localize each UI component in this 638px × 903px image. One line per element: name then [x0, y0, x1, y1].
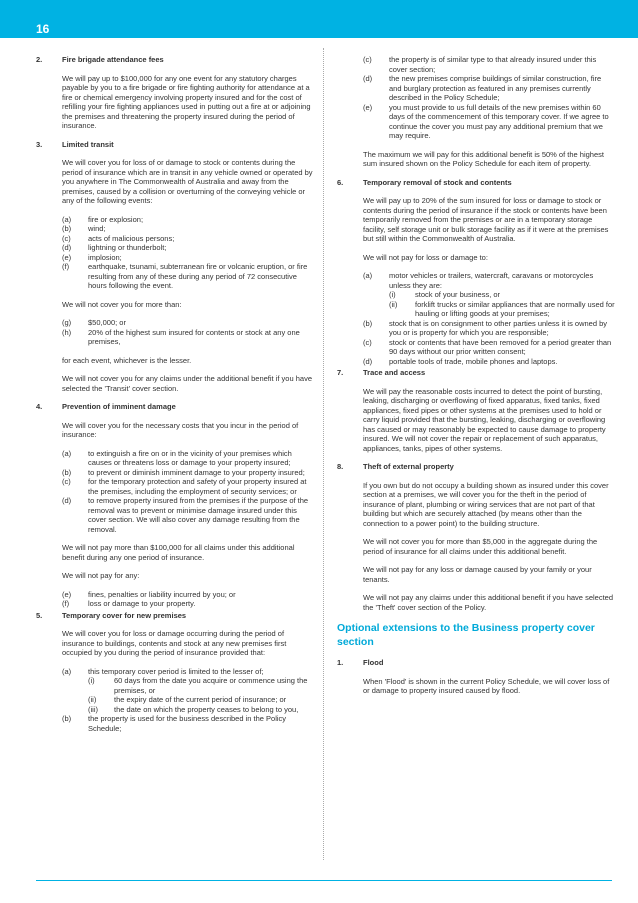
list-item: (a) motor vehicles or trailers, watercraft, caravans or motorcycles unless they are: (i) stock of your business, or (ii) forklift trucks or similar appliances that are normally used for hauling or lifting goods at your premises; [363, 271, 615, 318]
right-column [337, 55, 615, 705]
section-title: Prevention of imminent damage [62, 402, 176, 411]
optional-extensions-heading: Optional extensions to the Business property cover section [337, 622, 595, 648]
paragraph: We will cover you for loss or damage occurring during the period of insurance to buildings, contents and stock at any new premises first occupied by you during the period of insurance provided that: [62, 629, 287, 657]
list-item: (g) $50,000; or [62, 318, 126, 327]
list-item: (d) portable tools of trade, mobile phones and laptops. [363, 356, 558, 366]
paragraph: We will not cover you for more than: [62, 299, 182, 309]
section-title: Temporary cover for new premises [62, 610, 187, 620]
header-bar [0, 0, 638, 38]
section-number: 8. [337, 462, 344, 471]
section-number: 6. [337, 177, 344, 187]
paragraph: If you own but do not occupy a building shown as insured under this cover section at a premises, we will cover you for the theft in the period of insurance of plant, plumbing or wiring services that are not part of that building but which are securely attached (by means other than the connection to a power point) to the building structure. [363, 480, 609, 528]
list [36, 449, 315, 535]
section-heading [337, 178, 615, 188]
list-item: (c) for the temporary protection and safety of your property insured at the premises, including the employment of security services; or [62, 477, 307, 496]
sub-list-item: (ii) the expiry date of the current period of insurance; or [88, 695, 287, 704]
paragraph: We will not pay more than $100,000 for all claims under this additional benefit during any one period of insurance. [62, 543, 295, 562]
section-title: Fire brigade attendance fees [62, 55, 164, 64]
section-number: 4. [36, 402, 43, 411]
list [36, 215, 315, 291]
paragraph: We will not pay any claims under this additional benefit if you have selected the 'Theft' cover section of the Policy. [363, 593, 614, 612]
section-number: 2. [36, 55, 43, 64]
list-item: (b) to prevent or diminish imminent damage to your property insured; [62, 467, 305, 477]
paragraph: We will pay the reasonable costs incurred to detect the point of bursting, leaking, discharging or overflowing of fixed apparatus, fixed tanks, fixed appliances, fixed pipes or other systems at the premises used to hold or carry liquid provided that the bursting, leaking, discharging or overflowing has caused or may reasonably be expected to cause damage to property insured. We will not cover the repair or replacement of such apparatus, appliances, tanks, pipes of other systems. [363, 386, 606, 453]
section-title: Limited transit [62, 139, 114, 149]
list-item: (b) stock that is on consignment to other parties unless it is owned by you or is property for which you are responsible; [363, 318, 608, 337]
paragraph: We will not pay for any loss or damage caused by your family or your tenants. [363, 565, 592, 584]
list-item: (a) this temporary cover period is limited to the lesser of; (i) 60 days from the date you acquire or commence using the premises, or (ii) the expiry date of the current period of insurance; or (iii) the date on which the property ceases to belong to you, [62, 667, 315, 715]
section-number: 7. [337, 368, 344, 377]
section-heading [36, 140, 315, 150]
paragraph: for each event, whichever is the lesser. [62, 355, 192, 365]
list [337, 271, 615, 366]
list [36, 318, 315, 347]
sub-list-item: (iii) the date on which the property ceases to belong to you, [88, 704, 299, 714]
list-item: (e) you must provide to us full details of the new premises within 60 days of the commencement of this temporary cover. If we agree to continue the cover you must pay any additional premium that we may require. [363, 102, 609, 140]
list-item: (d) lightning or thunderbolt; [62, 243, 167, 252]
section-title: Trace and access [363, 368, 426, 377]
sub-list-item: (i) stock of your business, or [389, 290, 501, 299]
paragraph: We will not cover you for any claims under the additional benefit if you have selected the 'Transit' cover section. [62, 374, 312, 393]
column-divider [323, 48, 325, 860]
list-item: (a) fire or explosion; [62, 214, 144, 224]
list-item: (f) loss or damage to your property. [62, 599, 196, 608]
list-item: (c) the property is of similar type to that already insured under this cover section; [363, 55, 597, 74]
page-number: 16 [36, 22, 50, 36]
list [36, 590, 315, 609]
paragraph: We will not pay for loss or damage to: [363, 252, 488, 262]
paragraph: We will not pay for any: [62, 571, 140, 580]
paragraph: When 'Flood' is shown in the current Policy Schedule, we will cover loss of or damage to property insured caused by flood. [363, 676, 610, 695]
section-number: 5. [36, 610, 43, 620]
list-item: (c) stock or contents that have been removed for a period greater than 90 days without our prior written consent; [363, 337, 612, 356]
list-item: (f) earthquake, tsunami, subterranean fire or volcanic eruption, or fire resulting from any of these during any period of 72 consecutive hours following the event. [62, 262, 308, 290]
left-column [36, 55, 315, 733]
list-item: (d) to remove property insured from the premises if the purpose of the removal was to prevent or minimise damage insured under this cover section. We will also cover any damage resulting from the removal. [62, 496, 309, 534]
sub-list-item: (ii) forklift trucks or similar appliances that are normally used for hauling or lifting goods at your premises; [389, 299, 615, 318]
section-title: Temporary removal of stock and contents [363, 177, 512, 187]
list-item: (d) the new premises comprise buildings of similar construction, fire and burglary protection as featured in any premises currently described in the Policy Schedule; [363, 74, 602, 102]
footer-rule [36, 880, 612, 881]
section-heading [36, 55, 315, 65]
paragraph: We will cover you for loss of or damage to stock or contents during the period of insurance which are in transit in any vehicle owned or operated by you anywhere in The Commonwealth of Australia and away from the premises, caused by a collision or overturning of the conveying vehicle or any of the following events: [62, 158, 313, 205]
list-item: (e) implosion; [62, 252, 122, 262]
section-heading [337, 368, 615, 378]
paragraph: We will pay up to $100,000 for any one event for any statutory charges payable by you to a fire brigade or fire fighting authority for attendance at a fire or chemical emergency involving property insured and for the cost of refilling your fire fighting appliances used in putting out a fire at or adjoining the premises and threatening the property insured during the period of insurance. [62, 73, 311, 130]
paragraph: We will cover you for the necessary costs that you incur in the period of insurance: [62, 420, 299, 439]
paragraph: We will pay up to 20% of the sum insured for loss or damage to stock or contents during the period of insurance if the stock or contents have been temporarily removed from the premises or are in a temporary storage facility, self storage unit or bulk storage facility as if it were at the premises but still within the Commonwealth of Australia. [363, 196, 609, 243]
section-heading [337, 462, 615, 472]
list-item: (b) the property is used for the business described in the Policy Schedule; [62, 714, 287, 733]
sub-list-item: (i) 60 days from the date you acquire or commence using the premises, or [88, 676, 308, 695]
list-item: (c) acts of malicious persons; [62, 233, 175, 243]
list-item: (h) 20% of the highest sum insured for contents or stock at any one premises, [62, 327, 300, 346]
paragraph: The maximum we will pay for this additional benefit is 50% of the highest sum insured shown on the Policy Schedule for each item of property. [363, 149, 604, 168]
section-heading [36, 402, 315, 412]
section-number: 1. [337, 658, 344, 667]
list-item: (a) to extinguish a fire on or in the vicinity of your premises which causes or threatens loss or damage to your property insured; [62, 448, 292, 467]
section-title: Theft of external property [363, 462, 454, 471]
list-item: (e) fines, penalties or liability incurred by you; or [62, 589, 236, 599]
paragraph: We will not cover you for more than $5,000 in the aggregate during the period of insurance for all claims under this additional benefit. [363, 537, 598, 556]
list [36, 667, 315, 734]
section-heading [337, 658, 615, 668]
list-item: (b) wind; [62, 224, 106, 233]
section-number: 3. [36, 139, 43, 149]
section-title: Flood [363, 658, 384, 667]
list [337, 55, 615, 141]
section-heading [36, 611, 315, 621]
